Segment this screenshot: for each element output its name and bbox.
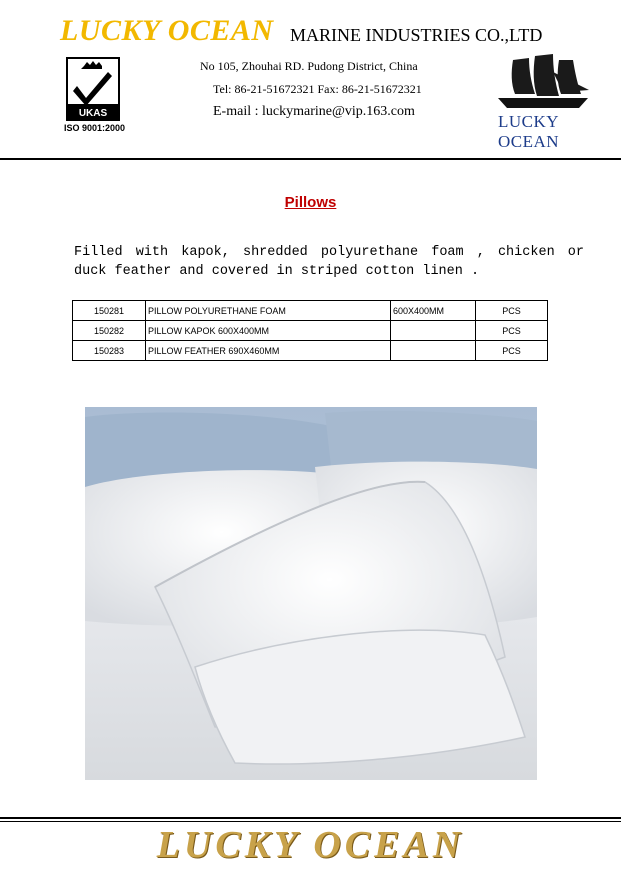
section-title-text: Pillows	[284, 194, 337, 211]
footer-logo-text: LUCKY OCEAN	[156, 824, 465, 866]
table-row	[73, 341, 548, 361]
ukas-label: UKAS	[78, 108, 108, 119]
product-unit: PCS	[476, 341, 548, 361]
company-address: No 105, Zhouhai RD. Pudong District, China	[200, 59, 418, 73]
product-unit: PCS	[476, 321, 548, 341]
product-size	[391, 341, 476, 361]
product-code: 150282	[73, 321, 146, 341]
product-code: 150283	[73, 341, 146, 361]
product-name: PILLOW POLYURETHANE FOAM	[146, 301, 391, 321]
product-table	[72, 300, 548, 361]
ship-logo-text: LUCKY OCEAN	[498, 112, 560, 151]
product-description: Filled with kapok, shredded polyurethane foam , chicken or duck feather and covered in striped cotton linen .	[74, 245, 584, 279]
product-name: PILLOW FEATHER 690X460MM	[146, 341, 391, 361]
table-row	[73, 321, 548, 341]
footer-logo	[0, 823, 621, 867]
product-size	[391, 321, 476, 341]
header-divider	[0, 158, 621, 160]
section-title	[0, 194, 621, 211]
ship-logo-icon	[493, 52, 593, 112]
footer-divider-thin	[0, 821, 621, 822]
table-row	[73, 301, 548, 321]
footer-divider	[0, 817, 621, 819]
iso-label: ISO 9001:2000	[64, 123, 126, 133]
product-code: 150281	[73, 301, 146, 321]
product-unit: PCS	[476, 301, 548, 321]
company-name: MARINE INDUSTRIES CO.,LTD	[290, 25, 543, 45]
product-name: PILLOW KAPOK 600X400MM	[146, 321, 391, 341]
pillow-photo	[85, 407, 537, 780]
product-size: 600X400MM	[391, 301, 476, 321]
brand-name: LUCKY OCEAN	[60, 14, 274, 47]
company-tel-fax: Tel: 86-21-51672321 Fax: 86-21-51672321	[213, 82, 422, 96]
company-email: E-mail : luckymarine@vip.163.com	[213, 104, 415, 119]
